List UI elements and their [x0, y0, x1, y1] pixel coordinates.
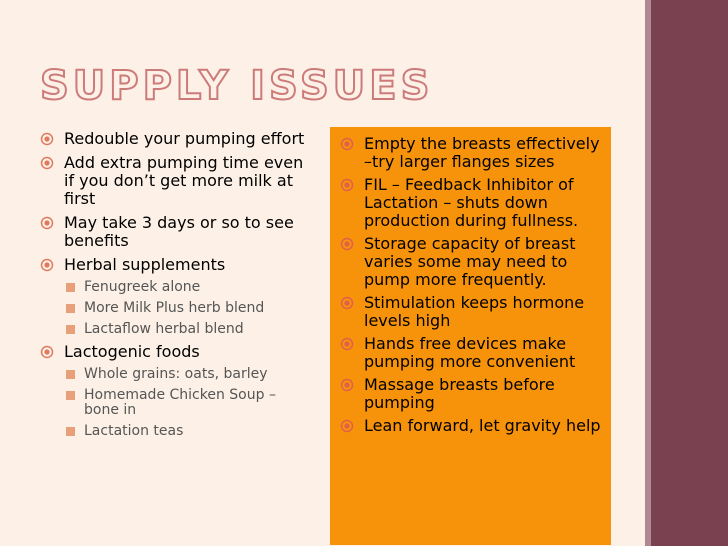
list-item	[40, 214, 305, 250]
left-column	[40, 130, 305, 445]
right-column-highlight-box	[330, 127, 611, 545]
list-item-text: May take 3 days or so to see benefits	[64, 213, 294, 250]
square-bullet-icon	[66, 391, 75, 400]
list-item-text: Redouble your pumping effort	[64, 129, 305, 148]
circle-bullet-icon	[40, 156, 54, 170]
square-bullet-icon	[66, 370, 75, 379]
list-item	[340, 294, 611, 330]
list-item	[340, 376, 611, 412]
list-item-text: Stimulation keeps hormone levels high	[364, 293, 585, 330]
circle-bullet-icon	[340, 296, 354, 310]
sub-list-item	[40, 424, 305, 439]
sub-list-item	[40, 301, 305, 316]
list-item-text: Herbal supplements	[64, 255, 226, 274]
list-item	[40, 256, 305, 274]
square-bullet-icon	[66, 304, 75, 313]
list-item-text: Add extra pumping time even if you don’t get more milk at first	[64, 153, 304, 208]
circle-bullet-icon	[40, 345, 54, 359]
sub-list-item	[40, 322, 305, 337]
slide-title: SUPPLY ISSUES	[40, 63, 434, 109]
list-item	[340, 417, 611, 435]
sub-list-item	[40, 280, 305, 295]
list-item	[40, 154, 305, 208]
circle-bullet-icon	[40, 132, 54, 146]
circle-bullet-icon	[340, 237, 354, 251]
circle-bullet-icon	[340, 137, 354, 151]
list-item	[340, 135, 611, 171]
list-item-text: Storage capacity of breast varies some may need to pump more frequently.	[364, 234, 576, 289]
sub-list-item-text: Lactaflow herbal blend	[84, 321, 244, 337]
circle-bullet-icon	[340, 378, 354, 392]
list-item	[340, 176, 611, 230]
list-item-text: Massage breasts before pumping	[364, 375, 555, 412]
circle-bullet-icon	[340, 178, 354, 192]
list-item-text: Empty the breasts effectively –try larger flanges sizes	[364, 134, 600, 171]
sub-list-item-text: Lactation teas	[84, 423, 184, 439]
square-bullet-icon	[66, 325, 75, 334]
list-item	[340, 235, 611, 289]
sub-list-item-text: Fenugreek alone	[84, 279, 201, 295]
circle-bullet-icon	[40, 216, 54, 230]
square-bullet-icon	[66, 427, 75, 436]
sub-list-item	[40, 367, 305, 382]
list-item-text: Lean forward, let gravity help	[364, 416, 601, 435]
list-item	[40, 130, 305, 148]
square-bullet-icon	[66, 283, 75, 292]
circle-bullet-icon	[340, 419, 354, 433]
list-item-text: Lactogenic foods	[64, 342, 200, 361]
sub-list-item-text: Whole grains: oats, barley	[84, 366, 268, 382]
circle-bullet-icon	[340, 337, 354, 351]
sub-list-item-text: More Milk Plus herb blend	[84, 300, 265, 316]
circle-bullet-icon	[40, 258, 54, 272]
decorative-sidebar	[651, 0, 728, 546]
list-item	[40, 343, 305, 361]
list-item-text: FIL – Feedback Inhibitor of Lactation – shuts down production during fullness.	[364, 175, 579, 230]
list-item	[340, 335, 611, 371]
sub-list-item-text: Homemade Chicken Soup – bone in	[84, 387, 276, 418]
sub-list-item	[40, 388, 305, 418]
list-item-text: Hands free devices make pumping more convenient	[364, 334, 576, 371]
